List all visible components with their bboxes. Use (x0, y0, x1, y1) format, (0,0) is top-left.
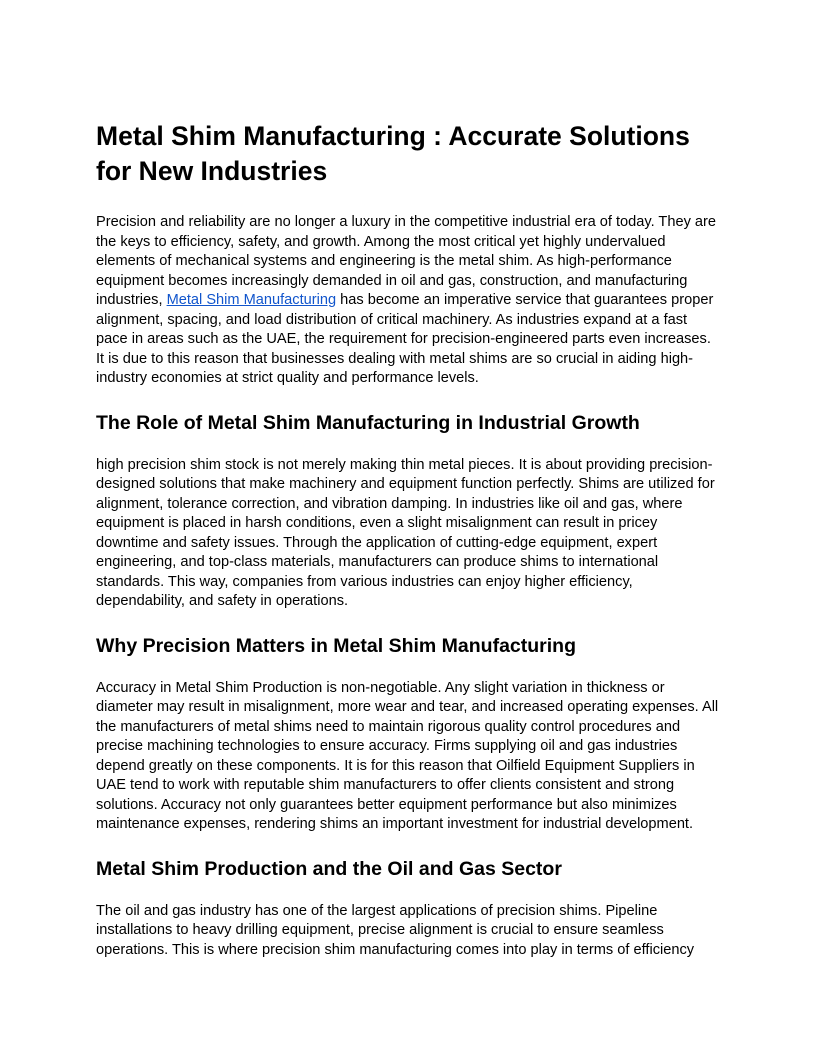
section-body-role: high precision shim stock is not merely making thin metal pieces. It is about providing precision-designed solutions that make machinery and equipment function perfectly. Shims are utilized for alignment, tolerance correction, and vibration damping. In industries like oil and gas, where equipment is placed in harsh conditions, even a slight misalignment can result in pricey downtime and safety issues. Through the application of cutting-edge equipment, expert engineering, and top-class materials, manufacturers can produce shims to international standards. This way, companies from various industries can enjoy higher efficiency, dependability, and safety in operations. (96, 456, 715, 609)
section-heading-role: The Role of Metal Shim Manufacturing in Industrial Growth (96, 411, 640, 434)
document-page (96, 119, 720, 981)
intro-text-before-link: Precision and reliability are no longer a luxury in the competitive industrial era of today. They are the keys to efficiency, safety, and growth. Among the most critical yet highly undervalued elements of mechanical systems and engineering is the metal shim. As high-performance equipment becomes increasingly demanded in oil and gas, construction, and manufacturing industries, (96, 214, 717, 308)
document-title: Metal Shim Manufacturing : Accurate Solutions for New Industries (96, 121, 690, 186)
intro-text-after-link: has become an imperative service that guarantees proper alignment, spacing, and load distribution of critical machinery. As industries expand at a fast pace in areas such as the UAE, the requirement for precision-engineered parts even increases. It is due to this reason that businesses dealing with metal shims are so crucial in aiding high-industry economies at strict quality and performance levels. (96, 292, 714, 386)
section-body-precision: Accuracy in Metal Shim Production is non-negotiable. Any slight variation in thickness or diameter may result in misalignment, more wear and tear, and increased operating expenses. All the manufacturers of metal shims need to maintain rigorous quality control procedures and precise machining technologies to ensure accuracy. Firms supplying oil and gas industries depend greatly on these components. It is for this reason that Oilfield Equipment Suppliers in UAE tend to work with reputable shim manufacturers to offer clients consistent and strong solutions. Accuracy not only guarantees better equipment performance but also minimizes maintenance expenses, rendering shims an important investment for industrial development. (96, 679, 719, 832)
metal-shim-manufacturing-link[interactable]: Metal Shim Manufacturing (166, 292, 337, 308)
intro-paragraph (96, 213, 720, 389)
section-body-oil-gas: The oil and gas industry has one of the largest applications of precision shims. Pipeline installations to heavy drilling equipment, precise alignment is crucial to ensure seamless operations. This is where precision shim manufacturing comes into play in terms of efficiency (96, 902, 695, 958)
section-heading-oil-gas: Metal Shim Production and the Oil and Gas Sector (96, 857, 562, 880)
section-heading-precision: Why Precision Matters in Metal Shim Manufacturing (96, 634, 576, 657)
